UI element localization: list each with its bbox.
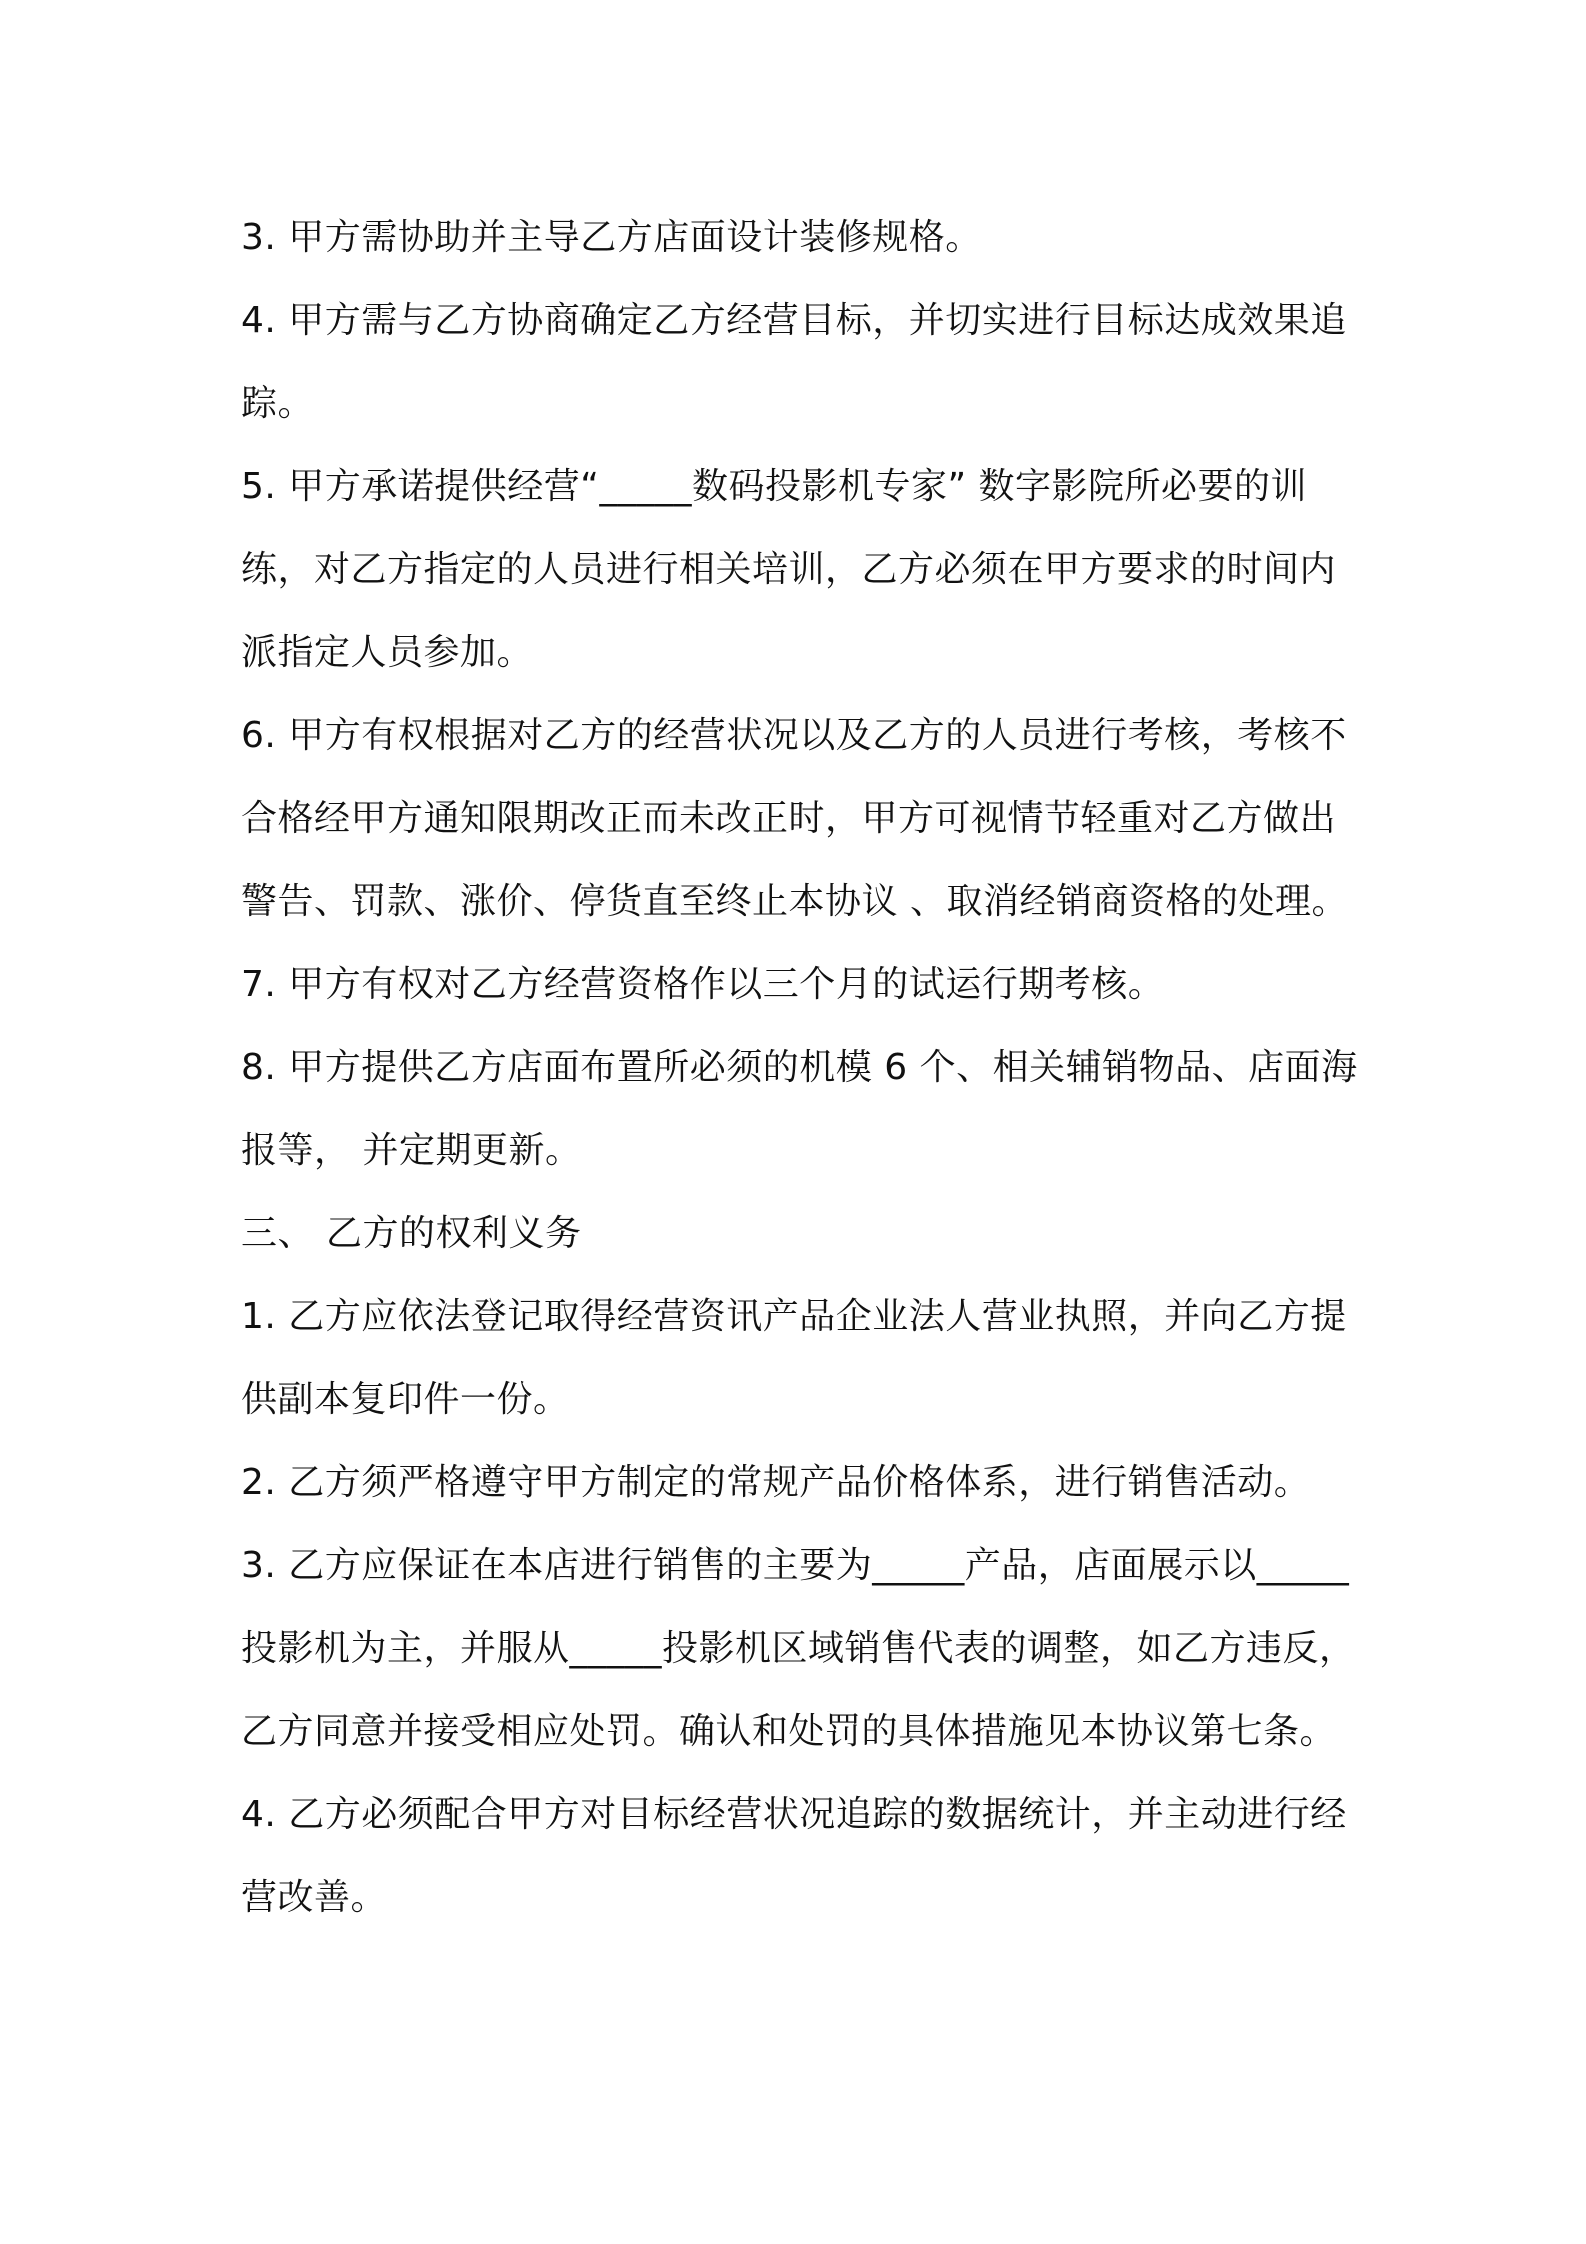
clause-a8: 8. 甲方提供乙方店面布置所必须的机模 6 个、相关辅销物品、店面海报等， 并定期更新。 [241, 1047, 1358, 1171]
clause-a7: 7. 甲方有权对乙方经营资格作以三个月的试运行期考核。 [241, 964, 1165, 1005]
clause-b1: 1. 乙方应依法登记取得经营资讯产品企业法人营业执照，并向乙方提供副本复印件一份。 [241, 1296, 1347, 1420]
clause-a3: 3. 甲方需协助并主导乙方店面设计装修规格。 [241, 217, 982, 258]
clause-b4: 4. 乙方必须配合甲方对目标经营状况追踪的数据统计，并主动进行经营改善。 [241, 1794, 1347, 1918]
clause-a6: 6. 甲方有权根据对乙方的经营状况以及乙方的人员进行考核，考核不合格经甲方通知限期改正而未改正时，甲方可视情节轻重对乙方做出警告、罚款、涨价、停货直至终止本协议 、取消经销商资格的处理。 [241, 715, 1348, 922]
clause-a4: 4. 甲方需与乙方协商确定乙方经营目标，并切实进行目标达成效果追踪。 [241, 300, 1347, 424]
document-body [241, 196, 1361, 1939]
clause-b2: 2. 乙方须严格遵守甲方制定的常规产品价格体系，进行销售活动。 [241, 1462, 1311, 1503]
clause-b3: 3. 乙方应保证在本店进行销售的主要为_____产品，店面展示以_____投影机为主，并服从_____投影机区域销售代表的调整，如乙方违反，乙方同意并接受相应处罚。确认和处罚的具体措施见本协议第七条。 [241, 1545, 1356, 1752]
clause-a5: 5. 甲方承诺提供经营“_____数码投影机专家” 数字影院所必要的训练，对乙方指定的人员进行相关培训，乙方必须在甲方要求的时间内派指定人员参加。 [241, 466, 1337, 673]
section-heading: 三、 乙方的权利义务 [241, 1213, 582, 1254]
